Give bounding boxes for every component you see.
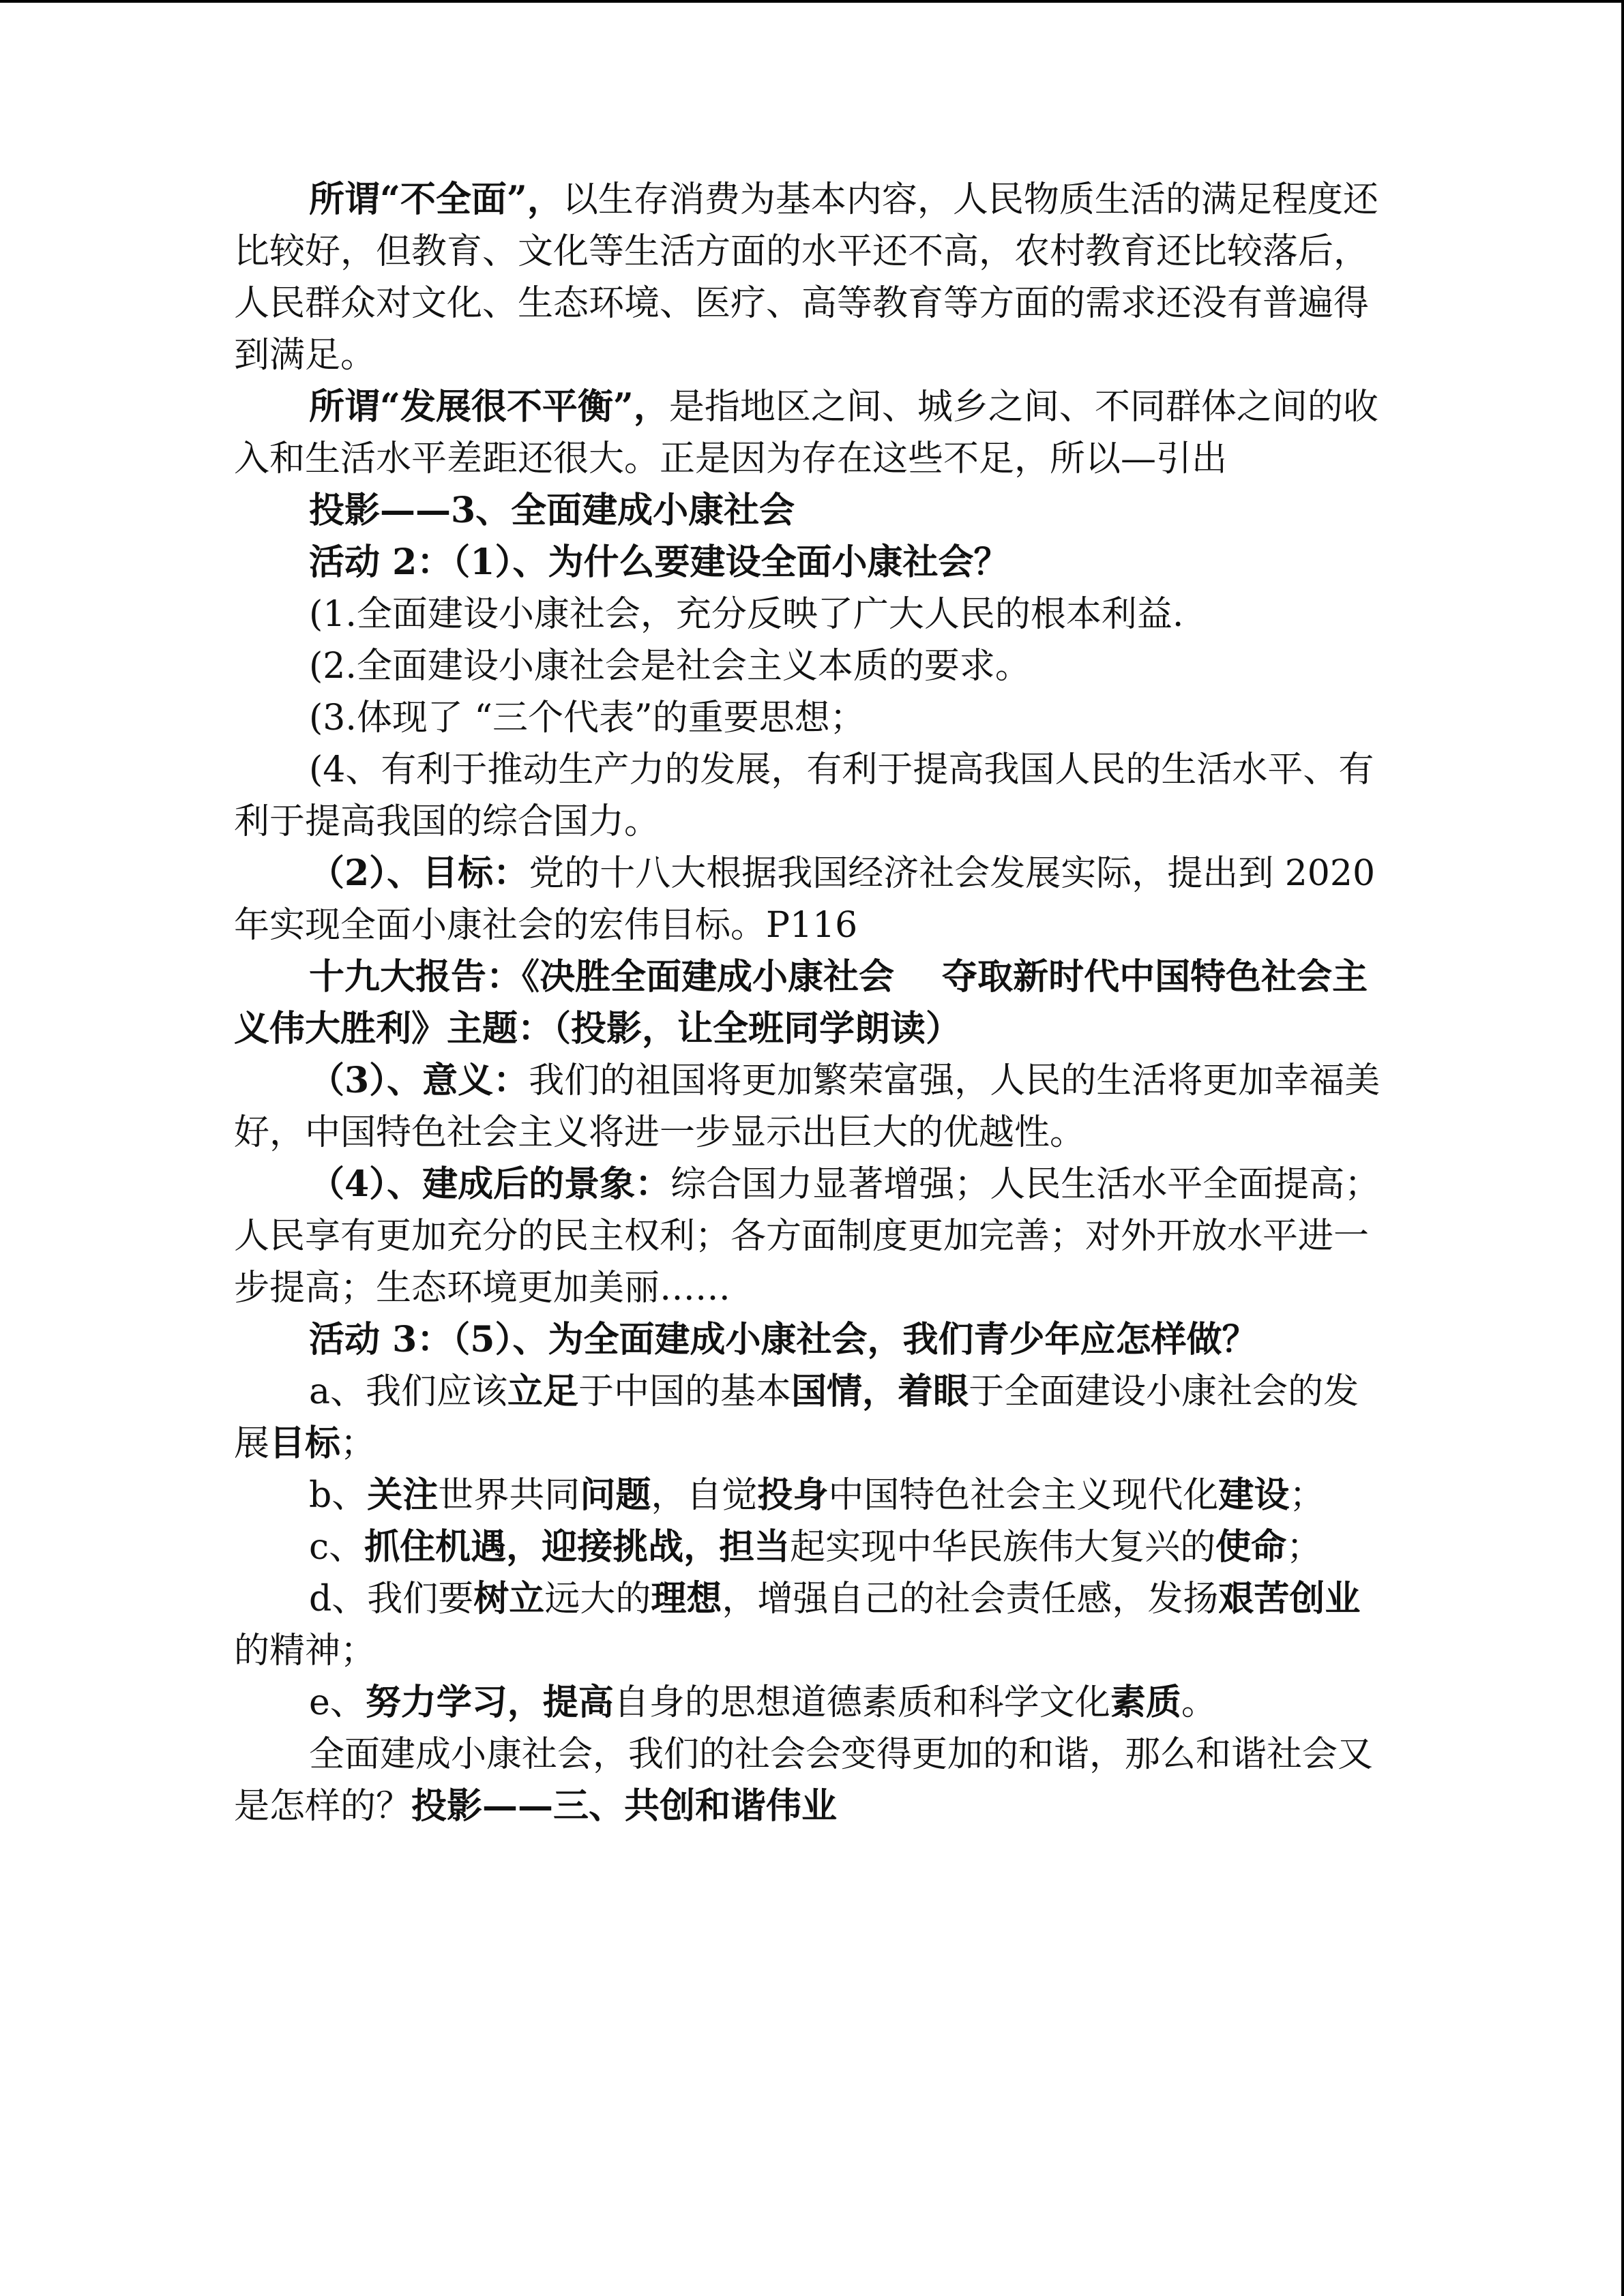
text-run: ； xyxy=(340,1423,377,1464)
bold-text-run: 问题 xyxy=(580,1474,651,1516)
paragraph-p9 xyxy=(234,848,1393,951)
bold-text-run: （3）、意义： xyxy=(309,1060,529,1101)
text-run: 自身的思想道德素质和科学文化 xyxy=(613,1682,1110,1723)
paragraph-p7 xyxy=(234,692,1393,744)
bold-text-run: 建设 xyxy=(1218,1474,1290,1516)
paragraph-p17 xyxy=(234,1573,1393,1677)
page-border-top xyxy=(0,0,1624,3)
bold-text-run: 立足 xyxy=(507,1371,579,1412)
paragraph-p8 xyxy=(234,744,1393,848)
text-run: (3.体现了 “三个代表”的重要思想； xyxy=(309,698,866,739)
text-run: 中国特色社会主义现代化 xyxy=(828,1475,1219,1516)
paragraph-p2 xyxy=(234,381,1393,485)
text-run: (1.全面建设小康社会，充分反映了广大人民的根本利益. xyxy=(309,594,1184,635)
bold-text-run: 投身 xyxy=(757,1474,829,1516)
text-run: (2.全面建设小康社会是社会主义本质的要求。 xyxy=(309,646,1031,687)
bold-text-run: 艰苦创业 xyxy=(1218,1578,1361,1620)
text-run: b、 xyxy=(309,1475,368,1516)
text-run: a、我们应该 xyxy=(309,1371,508,1412)
paragraph-p5 xyxy=(234,588,1393,640)
bold-text-run: 关注 xyxy=(367,1474,439,1516)
text-run: 远大的 xyxy=(544,1579,651,1620)
text-run: 于中国的基本 xyxy=(578,1371,792,1412)
bold-text-run: 国情，着眼 xyxy=(791,1371,969,1412)
text-run: ，自觉 xyxy=(651,1475,758,1516)
text-run: 的精神； xyxy=(234,1630,377,1671)
paragraph-p18 xyxy=(234,1677,1393,1729)
text-run: 以生存消费为基本内容，人民物质生活的满足程度还比较好，但教育、文化等生活方面的水平还不高，农村教育还比较落后，人民群众对文化、生态环境、医疗、高等教育等方面的需求还没有普遍得到满足。 xyxy=(234,179,1378,376)
text-run: 全面建成小康社会，我们的社会会变得更加的和谐，那么和谐社会又是怎样的？ xyxy=(234,1734,1374,1827)
paragraph-p3 xyxy=(234,485,1393,537)
text-run: 综合国力显著增强；人民生活水平全面提高；人民享有更加充分的民主权利；各方面制度更加完善；对外开放水平进一步提高；生态环境更加美丽…… xyxy=(234,1164,1381,1309)
bold-text-run: 树立 xyxy=(473,1578,545,1620)
bold-text-run: 使命 xyxy=(1215,1526,1287,1568)
text-run: c、 xyxy=(309,1527,365,1568)
bold-text-run: 抓住机遇，迎接挑战，担当 xyxy=(364,1526,791,1568)
paragraph-p13 xyxy=(234,1314,1393,1366)
paragraph-p6 xyxy=(234,640,1393,692)
text-run: 党的十八大根据我国经济社会发展实际，提出到 2020 年实现全面小康社会的宏伟目标。P116 xyxy=(234,853,1376,946)
bold-text-run: 活动 2：（1）、为什么要建设全面小康社会？ xyxy=(309,541,1009,583)
page-border-right xyxy=(1621,0,1624,2296)
bold-text-run: 投影——三、共创和谐伟业 xyxy=(411,1785,838,1827)
text-run: 世界共同 xyxy=(438,1475,580,1516)
text-run: ； xyxy=(1289,1475,1325,1516)
paragraph-p19 xyxy=(234,1729,1393,1832)
bold-text-run: 目标 xyxy=(269,1422,341,1464)
bold-text-run: （2）、目标： xyxy=(309,852,529,894)
bold-text-run: 努力学习，提高 xyxy=(365,1682,614,1723)
bold-text-run: （4）、建成后的景象： xyxy=(309,1163,671,1205)
paragraph-p11 xyxy=(234,1055,1393,1159)
text-run: 是指地区之间、城乡之间、不同群体之间的收入和生活水平差距还很大。正是因为存在这些不足，所以—引出 xyxy=(234,387,1378,479)
paragraph-p16 xyxy=(234,1521,1393,1573)
paragraph-p4 xyxy=(234,537,1393,588)
paragraph-p10 xyxy=(234,951,1393,1055)
paragraph-p12 xyxy=(234,1159,1393,1314)
text-run: 于全面建设小康社会的发展 xyxy=(234,1371,1359,1464)
text-run: 。 xyxy=(1181,1682,1217,1723)
bold-text-run: 投影——3、全面建成小康社会 xyxy=(309,490,795,531)
text-run: d、我们要 xyxy=(309,1579,474,1620)
paragraph-p14 xyxy=(234,1366,1393,1470)
text-run: ，增强自己的社会责任感，发扬 xyxy=(722,1579,1219,1620)
text-run: 我们的祖国将更加繁荣富强，人民的生活将更加幸福美好，中国特色社会主义将进一步显示出巨大的优越性。 xyxy=(234,1060,1381,1153)
bold-text-run: 十九大报告：《决胜全面建成小康社会 夺取新时代中国特色社会主义伟大胜利》主题：（投影，让全班同学朗读） xyxy=(234,956,1368,1049)
paragraph-p1 xyxy=(234,174,1393,381)
paragraph-p15 xyxy=(234,1470,1393,1521)
document-body xyxy=(234,174,1393,1832)
bold-text-run: 所谓“不全面”， xyxy=(309,179,563,220)
bold-text-run: 素质 xyxy=(1110,1682,1181,1723)
bold-text-run: 所谓“发展很不平衡”， xyxy=(309,386,669,428)
text-run: 起实现中华民族伟大复兴的 xyxy=(790,1527,1216,1568)
text-run: (4、有利于推动生产力的发展，有利于提高我国人民的生活水平、有利于提高我国的综合国力。 xyxy=(234,749,1374,842)
bold-text-run: 理想 xyxy=(651,1578,722,1620)
bold-text-run: 活动 3：（5）、为全面建成小康社会，我们青少年应怎样做？ xyxy=(309,1319,1258,1360)
text-run: ； xyxy=(1286,1527,1323,1568)
text-run: e、 xyxy=(309,1682,366,1723)
